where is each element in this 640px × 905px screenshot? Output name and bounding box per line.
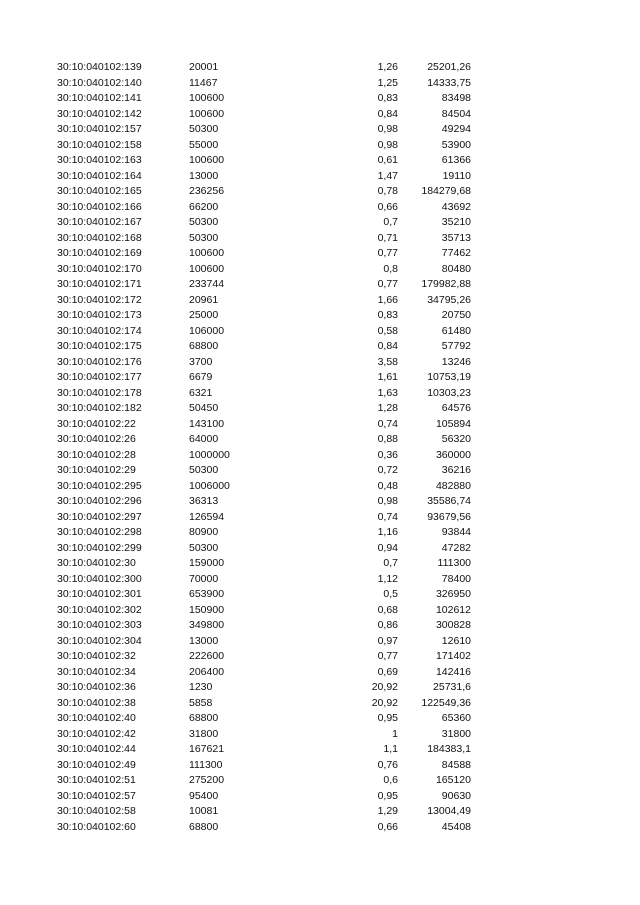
value-cell: 77462	[441, 247, 471, 259]
table-row	[0, 324, 640, 340]
table-row	[0, 525, 640, 541]
coefficient-cell: 0,77	[377, 247, 398, 259]
table-row	[0, 680, 640, 696]
value-cell: 111300	[437, 557, 471, 569]
table-row	[0, 246, 640, 262]
coefficient-cell: 0,84	[377, 340, 398, 352]
coefficient-cell: 0,77	[377, 650, 398, 662]
value-cell: 360000	[435, 448, 471, 461]
table-row	[0, 494, 640, 510]
value-cell: 49294	[441, 123, 471, 135]
value-cell: 10753,19	[427, 371, 471, 383]
value-cell: 64576	[441, 402, 471, 414]
cadastral-number-cell: 30:10:040102:178	[57, 386, 142, 399]
table-row	[0, 603, 640, 619]
cadastral-number-cell: 30:10:040102:163	[57, 154, 142, 166]
value-cell: 171402	[435, 650, 471, 662]
value-cell: 61480	[441, 324, 471, 337]
coefficient-cell: 1,66	[377, 293, 398, 306]
value-cell: 165120	[435, 774, 471, 786]
coefficient-cell: 0,58	[377, 324, 398, 337]
cadastral-number-cell: 30:10:040102:176	[57, 355, 142, 368]
cadastral-number-cell: 30:10:040102:169	[57, 247, 142, 259]
coefficient-cell: 1,26	[377, 61, 398, 73]
area-cell: 167621	[189, 743, 225, 755]
cadastral-number-cell: 30:10:040102:141	[57, 92, 142, 104]
area-cell: 275200	[189, 774, 225, 786]
area-cell: 50300	[189, 464, 219, 476]
cadastral-number-cell: 30:10:040102:164	[57, 169, 142, 182]
cadastral-number-cell: 30:10:040102:51	[57, 774, 136, 786]
cadastral-number-cell: 30:10:040102:22	[57, 417, 136, 430]
cadastral-number-cell: 30:10:040102:28	[57, 448, 136, 461]
cadastral-number-cell: 30:10:040102:142	[57, 107, 142, 120]
value-cell: 35586,74	[427, 495, 471, 507]
area-cell: 143100	[189, 417, 225, 430]
table-row	[0, 665, 640, 681]
coefficient-cell: 0,97	[377, 634, 398, 647]
area-cell: 70000	[189, 572, 219, 585]
table-row	[0, 696, 640, 712]
coefficient-cell: 1,61	[377, 371, 398, 383]
coefficient-cell: 0,66	[377, 200, 398, 213]
coefficient-cell: 0,74	[377, 510, 398, 523]
table-row	[0, 649, 640, 665]
cadastral-number-cell: 30:10:040102:34	[57, 665, 136, 678]
area-cell: 1230	[189, 681, 213, 693]
coefficient-cell: 0,84	[377, 107, 398, 120]
cadastral-number-cell: 30:10:040102:57	[57, 789, 136, 802]
table-row	[0, 541, 640, 557]
cadastral-number-cell: 30:10:040102:30	[57, 557, 136, 569]
coefficient-cell: 0,36	[377, 448, 398, 461]
coefficient-cell: 0,7	[383, 216, 398, 228]
cadastral-number-cell: 30:10:040102:140	[57, 76, 142, 89]
value-cell: 35210	[441, 216, 471, 228]
area-cell: 1006000	[189, 479, 230, 492]
table-row	[0, 510, 640, 526]
value-cell: 47282	[441, 541, 471, 554]
area-cell: 100600	[189, 247, 225, 259]
value-cell: 83498	[441, 92, 471, 104]
coefficient-cell: 20,92	[371, 696, 398, 709]
value-cell: 12610	[441, 634, 471, 647]
cadastral-number-cell: 30:10:040102:174	[57, 324, 142, 337]
area-cell: 50300	[189, 216, 219, 228]
cadastral-number-cell: 30:10:040102:170	[57, 262, 142, 275]
cadastral-number-cell: 30:10:040102:296	[57, 495, 142, 507]
area-cell: 68800	[189, 340, 219, 352]
coefficient-cell: 0,83	[377, 309, 398, 321]
area-cell: 50300	[189, 541, 219, 554]
cadastral-number-cell: 30:10:040102:173	[57, 309, 142, 321]
value-cell: 35713	[441, 231, 471, 244]
coefficient-cell: 0,98	[377, 123, 398, 135]
value-cell: 84588	[441, 758, 471, 771]
cadastral-number-cell: 30:10:040102:304	[57, 634, 142, 647]
area-cell: 10081	[189, 805, 219, 817]
coefficient-cell: 1,1	[383, 743, 398, 755]
table-row	[0, 76, 640, 92]
table-row	[0, 758, 640, 774]
table-row	[0, 386, 640, 402]
coefficient-cell: 1,12	[377, 572, 398, 585]
cadastral-number-cell: 30:10:040102:32	[57, 650, 136, 662]
table-row	[0, 634, 640, 650]
area-cell: 95400	[189, 789, 219, 802]
coefficient-cell: 0,94	[377, 541, 398, 554]
cadastral-number-cell: 30:10:040102:166	[57, 200, 142, 213]
value-cell: 56320	[441, 433, 471, 445]
coefficient-cell: 20,92	[371, 681, 398, 693]
value-cell: 53900	[441, 138, 471, 151]
table-row	[0, 587, 640, 603]
area-cell: 5858	[189, 696, 213, 709]
table-row	[0, 479, 640, 495]
coefficient-cell: 0,98	[377, 138, 398, 151]
coefficient-cell: 0,61	[377, 154, 398, 166]
value-cell: 122549,36	[421, 696, 471, 709]
table-row	[0, 355, 640, 371]
value-cell: 25201,26	[427, 61, 471, 73]
area-cell: 55000	[189, 138, 219, 151]
cadastral-number-cell: 30:10:040102:26	[57, 433, 136, 445]
area-cell: 13000	[189, 634, 219, 647]
value-cell: 43692	[441, 200, 471, 213]
area-cell: 100600	[189, 107, 225, 120]
table-row	[0, 293, 640, 309]
cadastral-number-cell: 30:10:040102:299	[57, 541, 142, 554]
coefficient-cell: 1,47	[377, 169, 398, 182]
coefficient-cell: 1,29	[377, 805, 398, 817]
cadastral-number-cell: 30:10:040102:29	[57, 464, 136, 476]
value-cell: 482880	[435, 479, 471, 492]
value-cell: 19110	[442, 169, 471, 182]
coefficient-cell: 0,77	[377, 278, 398, 290]
area-cell: 100600	[189, 92, 225, 104]
coefficient-cell: 0,76	[377, 758, 398, 771]
coefficient-cell: 0,98	[377, 495, 398, 507]
coefficient-cell: 0,6	[383, 774, 398, 786]
table-row	[0, 448, 640, 464]
table-row	[0, 231, 640, 247]
table-row	[0, 820, 640, 836]
coefficient-cell: 0,8	[383, 262, 398, 275]
coefficient-cell: 1,16	[377, 526, 398, 538]
table-row	[0, 215, 640, 231]
table-row	[0, 184, 640, 200]
value-cell: 179982,88	[421, 278, 471, 290]
cadastral-number-cell: 30:10:040102:300	[57, 572, 142, 585]
value-cell: 25731,6	[433, 681, 471, 693]
area-cell: 100600	[189, 154, 225, 166]
table-row	[0, 339, 640, 355]
table-row	[0, 417, 640, 433]
cadastral-number-cell: 30:10:040102:302	[57, 603, 142, 616]
cadastral-number-cell: 30:10:040102:167	[57, 216, 142, 228]
table-row	[0, 91, 640, 107]
table-row	[0, 432, 640, 448]
coefficient-cell: 0,48	[377, 479, 398, 492]
table-row	[0, 370, 640, 386]
coefficient-cell: 0,74	[377, 417, 398, 430]
table-row	[0, 107, 640, 123]
cadastral-number-cell: 30:10:040102:49	[57, 758, 136, 771]
area-cell: 126594	[189, 510, 225, 523]
table-row	[0, 572, 640, 588]
coefficient-cell: 0,7	[383, 557, 398, 569]
area-cell: 1000000	[189, 448, 230, 461]
cadastral-number-cell: 30:10:040102:171	[57, 278, 142, 290]
cadastral-number-cell: 30:10:040102:175	[57, 340, 142, 352]
value-cell: 78400	[441, 572, 471, 585]
value-cell: 20750	[441, 309, 471, 321]
value-cell: 45408	[441, 820, 471, 833]
cadastral-number-cell: 30:10:040102:297	[57, 510, 142, 523]
coefficient-cell: 0,72	[377, 464, 398, 476]
table-row	[0, 556, 640, 572]
cadastral-number-cell: 30:10:040102:172	[57, 293, 142, 306]
coefficient-cell: 1,63	[377, 386, 398, 399]
coefficient-cell: 0,95	[377, 789, 398, 802]
value-cell: 142416	[435, 665, 471, 678]
cadastral-number-cell: 30:10:040102:157	[57, 123, 142, 135]
area-cell: 236256	[189, 185, 225, 197]
value-cell: 184383,1	[427, 743, 471, 755]
value-cell: 13246	[441, 355, 471, 368]
cadastral-number-cell: 30:10:040102:295	[57, 479, 142, 492]
cadastral-number-cell: 30:10:040102:301	[57, 588, 142, 600]
cadastral-number-cell: 30:10:040102:298	[57, 526, 142, 538]
cadastral-number-cell: 30:10:040102:42	[57, 727, 136, 740]
cadastral-number-cell: 30:10:040102:38	[57, 696, 136, 709]
coefficient-cell: 0,78	[377, 185, 398, 197]
table-row	[0, 200, 640, 216]
coefficient-cell: 0,66	[377, 820, 398, 833]
area-cell: 233744	[189, 278, 225, 290]
cadastral-number-cell: 30:10:040102:303	[57, 619, 142, 631]
table-row	[0, 277, 640, 293]
cadastral-number-cell: 30:10:040102:36	[57, 681, 136, 693]
table-row	[0, 742, 640, 758]
area-cell: 106000	[189, 324, 225, 337]
table-row	[0, 60, 640, 76]
table-row	[0, 789, 640, 805]
value-cell: 105894	[435, 417, 471, 430]
value-cell: 93844	[441, 526, 471, 538]
value-cell: 300828	[435, 619, 471, 631]
table-row	[0, 401, 640, 417]
area-cell: 159000	[189, 557, 225, 569]
table-row	[0, 138, 640, 154]
coefficient-cell: 0,5	[383, 588, 398, 600]
value-cell: 102612	[435, 603, 471, 616]
area-cell: 11467	[189, 76, 218, 89]
coefficient-cell: 0,88	[377, 433, 398, 445]
value-cell: 57792	[441, 340, 471, 352]
area-cell: 31800	[189, 727, 219, 740]
cadastral-number-cell: 30:10:040102:182	[57, 402, 142, 414]
area-cell: 3700	[189, 355, 213, 368]
coefficient-cell: 0,83	[377, 92, 398, 104]
coefficient-cell: 1,25	[377, 76, 398, 89]
cadastral-number-cell: 30:10:040102:165	[57, 185, 142, 197]
coefficient-cell: 1,28	[377, 402, 398, 414]
coefficient-cell: 0,95	[377, 712, 398, 724]
area-cell: 13000	[189, 169, 219, 182]
value-cell: 326950	[435, 588, 471, 600]
table-row	[0, 262, 640, 278]
value-cell: 14333,75	[427, 76, 471, 89]
area-cell: 50300	[189, 231, 219, 244]
table-row	[0, 463, 640, 479]
value-cell: 80480	[441, 262, 471, 275]
area-cell: 68800	[189, 712, 219, 724]
area-cell: 111300	[189, 758, 223, 771]
value-cell: 10303,23	[427, 386, 471, 399]
value-cell: 34795,26	[427, 293, 471, 306]
data-table	[0, 60, 640, 835]
cadastral-number-cell: 30:10:040102:58	[57, 805, 136, 817]
area-cell: 206400	[189, 665, 225, 678]
table-row	[0, 804, 640, 820]
area-cell: 50450	[189, 402, 219, 414]
table-row	[0, 618, 640, 634]
coefficient-cell: 0,71	[377, 231, 398, 244]
cadastral-number-cell: 30:10:040102:177	[57, 371, 142, 383]
coefficient-cell: 1	[392, 727, 398, 740]
coefficient-cell: 0,68	[377, 603, 398, 616]
table-row	[0, 308, 640, 324]
cadastral-number-cell: 30:10:040102:139	[57, 61, 142, 73]
table-row	[0, 153, 640, 169]
value-cell: 31800	[441, 727, 471, 740]
area-cell: 6321	[189, 386, 213, 399]
value-cell: 93679,56	[427, 510, 471, 523]
area-cell: 68800	[189, 820, 219, 833]
area-cell: 222600	[189, 650, 225, 662]
coefficient-cell: 0,86	[377, 619, 398, 631]
cadastral-number-cell: 30:10:040102:158	[57, 138, 142, 151]
area-cell: 20001	[189, 61, 219, 73]
area-cell: 66200	[189, 200, 219, 213]
value-cell: 184279,68	[421, 185, 471, 197]
area-cell: 653900	[189, 588, 225, 600]
table-row	[0, 169, 640, 185]
coefficient-cell: 3,58	[377, 355, 398, 368]
cadastral-number-cell: 30:10:040102:40	[57, 712, 136, 724]
area-cell: 50300	[189, 123, 219, 135]
value-cell: 90630	[441, 789, 471, 802]
area-cell: 20961	[189, 293, 219, 306]
value-cell: 61366	[441, 154, 471, 166]
coefficient-cell: 0,69	[377, 665, 398, 678]
cadastral-number-cell: 30:10:040102:168	[57, 231, 142, 244]
value-cell: 65360	[441, 712, 471, 724]
area-cell: 36313	[189, 495, 219, 507]
table-row	[0, 727, 640, 743]
area-cell: 64000	[189, 433, 219, 445]
value-cell: 84504	[441, 107, 471, 120]
cadastral-number-cell: 30:10:040102:60	[57, 820, 136, 833]
value-cell: 36216	[441, 464, 471, 476]
area-cell: 100600	[189, 262, 225, 275]
area-cell: 25000	[189, 309, 219, 321]
area-cell: 6679	[189, 371, 213, 383]
value-cell: 13004,49	[427, 805, 471, 817]
table-row	[0, 711, 640, 727]
cadastral-number-cell: 30:10:040102:44	[57, 743, 136, 755]
area-cell: 349800	[189, 619, 225, 631]
table-row	[0, 122, 640, 138]
area-cell: 150900	[189, 603, 225, 616]
area-cell: 80900	[189, 526, 219, 538]
table-row	[0, 773, 640, 789]
